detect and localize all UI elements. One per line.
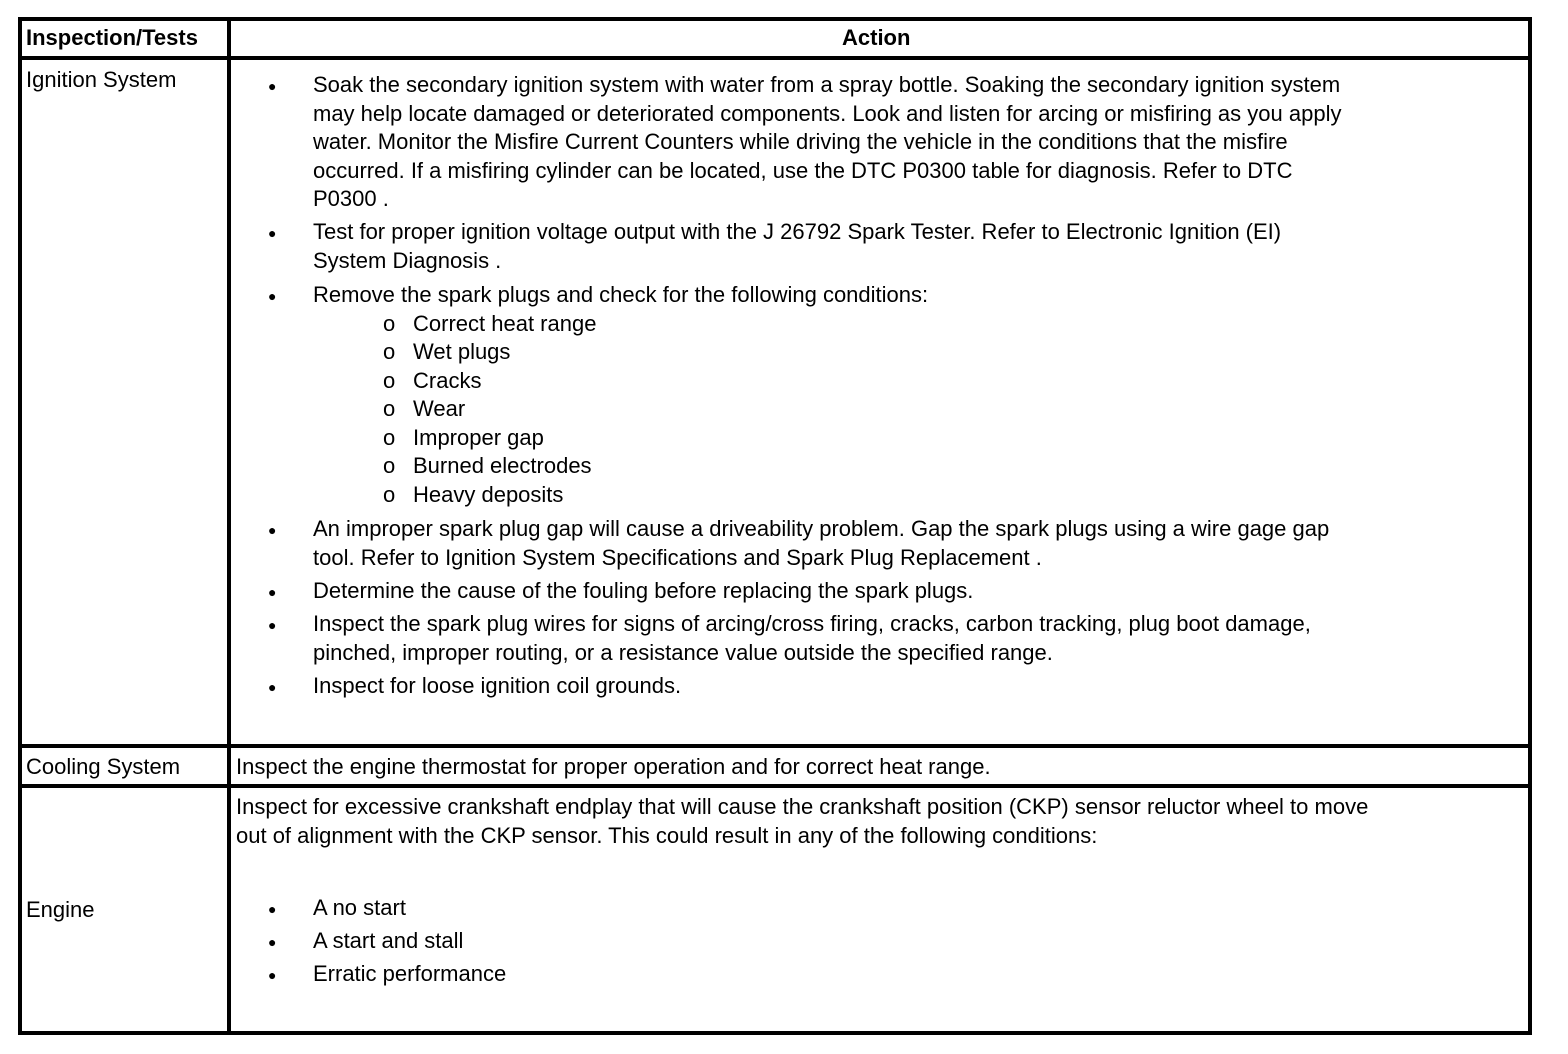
sub-bullet-icon: o <box>383 310 396 336</box>
sub-bullet-icon: o <box>383 339 396 364</box>
column-divider <box>227 21 231 1031</box>
list-item-line: tool. Refer to Ignition System Specifications and Spark Plug Replacement . <box>313 544 1042 570</box>
cooling-action-text: Inspect the engine thermostat for proper operation and for correct heat range. <box>236 754 991 779</box>
engine-intro-line: out of alignment with the CKP sensor. This could result in any of the following conditions: <box>236 822 1098 848</box>
list-item-line: Remove the spark plugs and check for the following conditions: <box>313 282 929 307</box>
bullet-icon: ● <box>268 617 277 633</box>
sub-list-item: Wear <box>413 396 466 421</box>
sub-bullet-icon: o <box>383 481 396 507</box>
sub-bullet-icon: o <box>383 396 396 421</box>
sub-list-item: Cracks <box>413 367 482 393</box>
row-label-ignition-system: Ignition System <box>26 67 177 92</box>
header-action: Action <box>842 25 911 50</box>
bullet-icon: ● <box>268 584 277 600</box>
bullet-icon: ● <box>268 967 277 983</box>
bullet-icon: ● <box>268 288 277 304</box>
sub-list-item: Improper gap <box>413 424 544 450</box>
list-item: Erratic performance <box>313 961 507 986</box>
list-item-line: water. Monitor the Misfire Current Counters while driving the vehicle in the conditions that the misfire <box>313 129 1288 154</box>
bullet-icon: ● <box>268 934 277 950</box>
list-item-line: Inspect for loose ignition coil grounds. <box>313 673 682 698</box>
row-divider-ignition <box>22 744 1528 748</box>
list-item-line: occurred. If a misfiring cylinder can be located, use the DTC P0300 table for diagnosis. Refer to DTC <box>313 157 1293 183</box>
list-item-line: System Diagnosis . <box>313 247 502 273</box>
sub-bullet-icon: o <box>383 453 396 478</box>
bullet-icon: ● <box>268 225 277 241</box>
sub-list-item: Correct heat range <box>413 310 597 336</box>
sub-bullet-icon: o <box>383 424 396 450</box>
bullet-icon: ● <box>268 78 277 94</box>
header-inspection-tests: Inspection/Tests <box>26 25 198 50</box>
list-item-line: P0300 . <box>313 186 389 211</box>
row-divider-cooling <box>22 784 1528 788</box>
list-item: A no start <box>313 895 406 920</box>
header-row-divider <box>22 56 1528 60</box>
row-label-engine: Engine <box>26 897 95 922</box>
list-item-line: may help locate damaged or deteriorated components. Look and listen for arcing or misfiring as you apply <box>313 100 1342 126</box>
row-label-cooling-system: Cooling System <box>26 754 181 779</box>
sub-list-item: Heavy deposits <box>413 481 564 507</box>
bullet-icon: ● <box>268 679 277 695</box>
sub-bullet-icon: o <box>383 367 396 393</box>
list-item: A start and stall <box>313 928 464 953</box>
sub-list-item: Wet plugs <box>413 339 511 364</box>
list-item-line: pinched, improper routing, or a resistance value outside the specified range. <box>313 639 1053 665</box>
list-item-line: An improper spark plug gap will cause a driveability problem. Gap the spark plugs using a wire gage gap <box>313 516 1330 541</box>
list-item-line: Inspect the spark plug wires for signs of arcing/cross firing, cracks, carbon tracking, plug boot damage, <box>313 611 1311 636</box>
sub-list-item: Burned electrodes <box>413 453 592 478</box>
list-item-line: Soak the secondary ignition system with water from a spray bottle. Soaking the secondary ignition system <box>313 72 1341 97</box>
bullet-icon: ● <box>268 522 277 538</box>
bullet-icon: ● <box>268 901 277 917</box>
engine-intro-line: Inspect for excessive crankshaft endplay that will cause the crankshaft position (CKP) sensor reluctor wheel to move <box>236 794 1369 819</box>
list-item-line: Determine the cause of the fouling before replacing the spark plugs. <box>313 578 974 603</box>
list-item-line: Test for proper ignition voltage output with the J 26792 Spark Tester. Refer to Electronic Ignition (EI) <box>313 219 1282 244</box>
